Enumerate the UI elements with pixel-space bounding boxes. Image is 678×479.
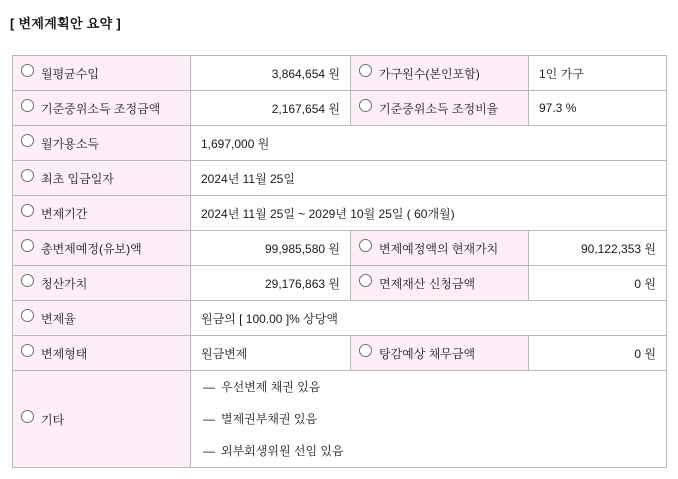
circle-bullet-icon	[359, 274, 372, 287]
list-item: — 우선변제 채권 있음	[199, 371, 658, 403]
row-label-repayment-type: 변제형태	[13, 336, 191, 371]
row-label-total-planned-repayment: 총변제예정(유보)액	[13, 231, 191, 266]
table-row	[13, 91, 667, 126]
table-row	[13, 231, 667, 266]
row-value-repayment-type: 원금변제	[191, 336, 351, 371]
row-label-median-income-adjust-ratio: 기준중위소득 조정비율	[351, 91, 529, 126]
table-row	[13, 196, 667, 231]
row-value-median-income-adjust-amount: 2,167,654 원	[191, 91, 351, 126]
row-label-monthly-disposable-income: 월가용소득	[13, 126, 191, 161]
row-value-present-value: 90,122,353 원	[529, 231, 667, 266]
dash-icon: —	[203, 380, 215, 394]
row-value-exempt-property-amount: 0 원	[529, 266, 667, 301]
circle-bullet-icon	[21, 99, 34, 112]
row-value-repayment-rate: 원금의 [ 100.00 ]% 상당액	[191, 301, 667, 336]
row-label-present-value: 변제예정액의 현재가치	[351, 231, 529, 266]
circle-bullet-icon	[21, 309, 34, 322]
circle-bullet-icon	[359, 239, 372, 252]
row-value-total-planned-repayment: 99,985,580 원	[191, 231, 351, 266]
row-label-repayment-rate: 변제율	[13, 301, 191, 336]
table-row	[13, 126, 667, 161]
table-row	[13, 336, 667, 371]
row-value-monthly-income: 3,864,654 원	[191, 56, 351, 91]
table-row	[13, 161, 667, 196]
row-value-median-income-adjust-ratio: 97.3 %	[529, 91, 667, 126]
table-row-etc	[13, 371, 667, 468]
circle-bullet-icon	[21, 64, 34, 77]
row-value-liquidation-value: 29,176,863 원	[191, 266, 351, 301]
list-item: — 외부회생위원 선임 있음	[199, 435, 658, 467]
repayment-plan-summary-table	[12, 55, 667, 468]
row-value-monthly-disposable-income: 1,697,000 원	[191, 126, 667, 161]
etc-list	[199, 371, 658, 467]
page-title: [ 변제계획안 요약 ]	[10, 16, 121, 31]
circle-bullet-icon	[21, 410, 34, 423]
list-item: — 별제권부채권 있음	[199, 403, 658, 435]
circle-bullet-icon	[21, 134, 34, 147]
row-label-exempt-property-amount: 면제재산 신청금액	[351, 266, 529, 301]
circle-bullet-icon	[359, 99, 372, 112]
circle-bullet-icon	[21, 274, 34, 287]
circle-bullet-icon	[359, 64, 372, 77]
circle-bullet-icon	[21, 239, 34, 252]
row-label-etc: 기타	[13, 371, 191, 468]
circle-bullet-icon	[21, 169, 34, 182]
circle-bullet-icon	[359, 344, 372, 357]
table-row	[13, 301, 667, 336]
row-value-household-size: 1인 가구	[529, 56, 667, 91]
row-label-liquidation-value: 청산가치	[13, 266, 191, 301]
row-label-median-income-adjust-amount: 기준중위소득 조정금액	[13, 91, 191, 126]
row-value-etc	[191, 371, 667, 468]
dash-icon: —	[203, 412, 215, 426]
dash-icon: —	[203, 444, 215, 458]
table-row	[13, 56, 667, 91]
row-label-first-payment-date: 최초 입금일자	[13, 161, 191, 196]
row-label-household-size: 가구원수(본인포함)	[351, 56, 529, 91]
row-value-repayment-period: 2024년 11월 25일 ~ 2029년 10월 25일 ( 60개월)	[191, 196, 667, 231]
row-label-expected-discharge-amount: 탕감예상 채무금액	[351, 336, 529, 371]
row-value-first-payment-date: 2024년 11월 25일	[191, 161, 667, 196]
table-row	[13, 266, 667, 301]
row-label-monthly-income: 월평균수입	[13, 56, 191, 91]
circle-bullet-icon	[21, 204, 34, 217]
circle-bullet-icon	[21, 344, 34, 357]
row-label-repayment-period: 변제기간	[13, 196, 191, 231]
row-value-expected-discharge-amount: 0 원	[529, 336, 667, 371]
